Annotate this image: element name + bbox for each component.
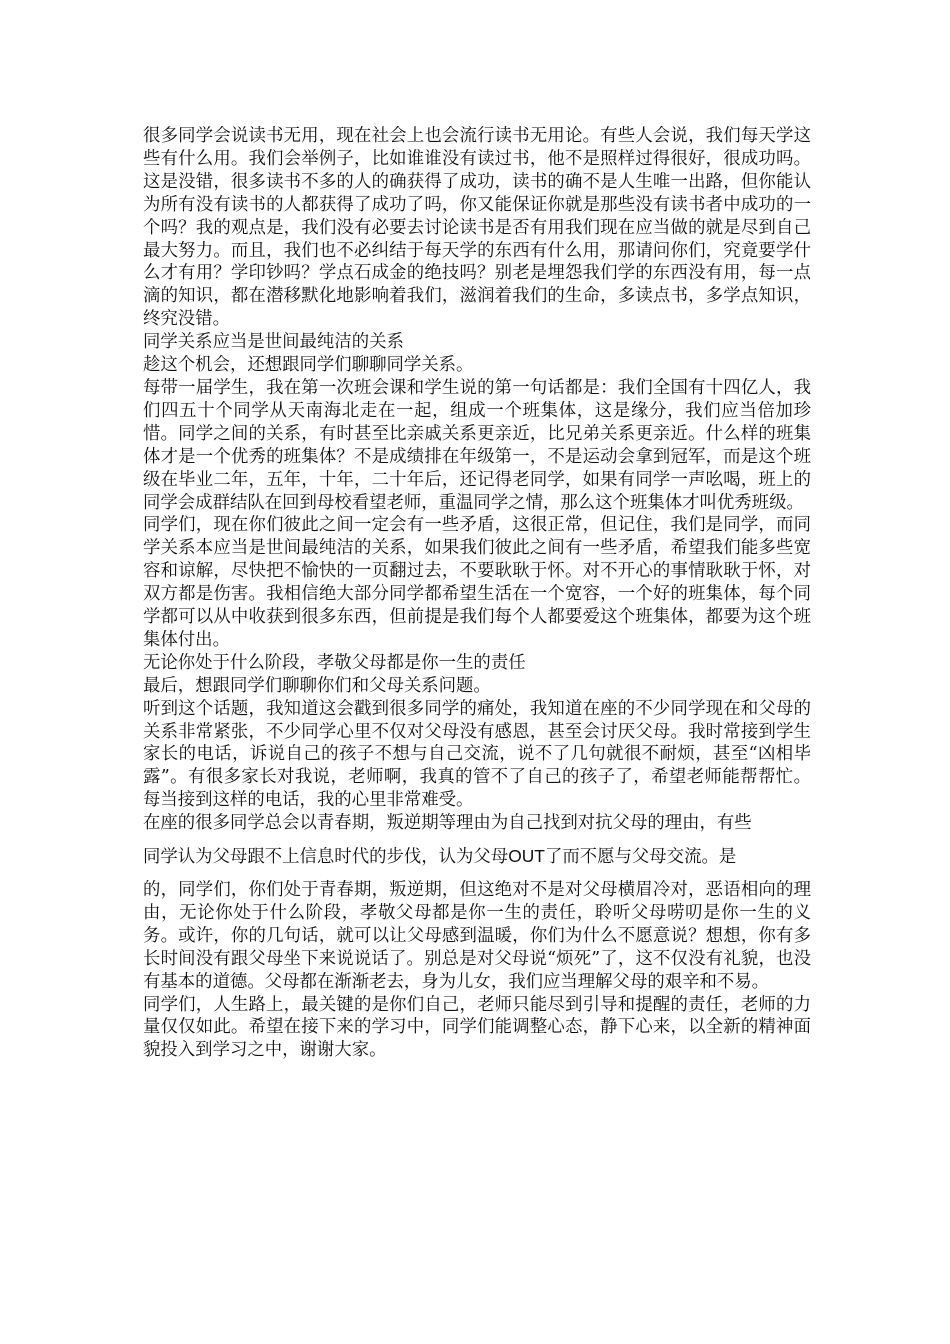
out-line-end: 了而不愿与父母交流。是: [544, 847, 737, 868]
document-body: [143, 125, 811, 1062]
paragraph-parents-intro: 最后，想跟同学们聊聊你们和父母关系问题。: [143, 675, 491, 696]
paragraph-class-collective: 每带一届学生，我在第一次班会课和学生说的第一句话都是：我们全国有十四亿人，我们四五十个同学从天南海北走在一起，组成一个班集体，这是缘分，我们应当倍加珍惜。同学之间的关系，有时甚至比亲戚关系更亲近，比兄弟关系更亲近。什么样的班集体才是一个优秀的班集体？不是成绩排在年级第一，不是运动会拿到冠军，而是这个班级在毕业二年，五年，十年，二十年后，还记得老同学，如果有同学一声吆喝，班上的同学会成群结队在回到母校看望老师，重温同学之情，那么这个班集体才叫优秀班级。: [143, 377, 811, 513]
paragraph-reading-useless: 很多同学会说读书无用，现在社会上也会流行读书无用论。有些人会说，我们每天学这些有什么用。我们会举例子，比如谁谁没有读过书，他不是照样过得很好，很成功吗。这是没错，很多读书不多的人的确获得了成功，读书的确不是人生唯一出路，但你能认为所有没有读书的人都获得了成功了吗，你又能保证你就是那些没有读书者中成功的一个吗？我的观点是，我们没有必要去讨论读书是否有用我们现在应当做的就是尽到自己最大努力。而且，我们也不必纠结于每天学的东西有什么用，那请问你们，究竟要学什么才有用？学印钞吗？学点石成金的绝技吗？别老是埋怨我们学的东西没有用，每一点滴的知识，都在潜移默化地影响着我们，滋润着我们的生命，多读点书，多学点知识，终究没错。: [143, 126, 811, 330]
heading-classmate-relations: 同学关系应当是世间最纯洁的关系: [143, 332, 404, 353]
paragraph-classmate-conflicts: 同学们，现在你们彼此之间一定会有一些矛盾，这很正常，但记住，我们是同学，而同学关系本应当是世间最纯洁的关系，如果我们彼此之间有一些矛盾，希望我们能多些宽容和谅解，尽快把不愉快的一页翻过去，不要耿耿于怀。对不开心的事情耿耿于怀，对双方都是伤害。我相信绝大部分同学都希望生活在一个宽容，一个好的班集体，每个同学都可以从中收获到很多东西，但前提是我们每个人都要爱这个班集体，都要为这个班集体付出。: [143, 515, 811, 650]
paragraph-classmate-intro: 趁这个机会，还想跟同学们聊聊同学关系。: [143, 355, 474, 376]
out-line-start: 同学认为父母跟不上信息时代的步伐，认为父母: [143, 847, 509, 868]
paragraph-adolescence-line: 在座的很多同学总会以青春期，叛逆期等理由为自己找到对抗父母的理由，有些: [143, 813, 752, 834]
out-word: OUT: [508, 846, 545, 867]
paragraph-out-line: [143, 845, 811, 869]
paragraph-closing: 同学们，人生路上，最关键的是你们自己，老师只能尽到引导和提醒的责任，老师的力量仅仅如此。希望在接下来的学习中，同学们能调整心态，静下心来，以全新的精神面貌投入到学习之中，谢谢大家。: [143, 994, 811, 1061]
heading-filial-piety: 无论你处于什么阶段，孝敬父母都是你一生的责任: [143, 652, 526, 673]
paragraph-filial-duty: 的，同学们，你们处于青春期，叛逆期，但这绝对不是对父母横眉冷对，恶语相向的理由，无论你处于什么阶段，孝敬父母都是你一生的责任，聆听父母唠叨是你一生的义务。或许，你的几句话，就可以让父母感到温暖，你们为什么不愿意说？想想，你有多长时间没有跟父母坐下来说说话了。别总是对父母说“烦死”了，这不仅没有礼貌，也没有基本的道德。父母都在渐渐老去，身为儿女，我们应当理解父母的艰辛和不易。: [143, 880, 811, 992]
paragraph-parents-tension: 听到这个话题，我知道这会戳到很多同学的痛处，我知道在座的不少同学现在和父母的关系非常紧张，不少同学心里不仅对父母没有感恩，甚至会讨厌父母。我时常接到学生家长的电话，诉说自己的孩子不想与自己交流，说不了几句就很不耐烦，甚至“凶相毕露”。有很多家长对我说，老师啊，我真的管不了自己的孩子了，希望老师能帮帮忙。每当接到这样的电话，我的心里非常难受。: [143, 698, 811, 811]
